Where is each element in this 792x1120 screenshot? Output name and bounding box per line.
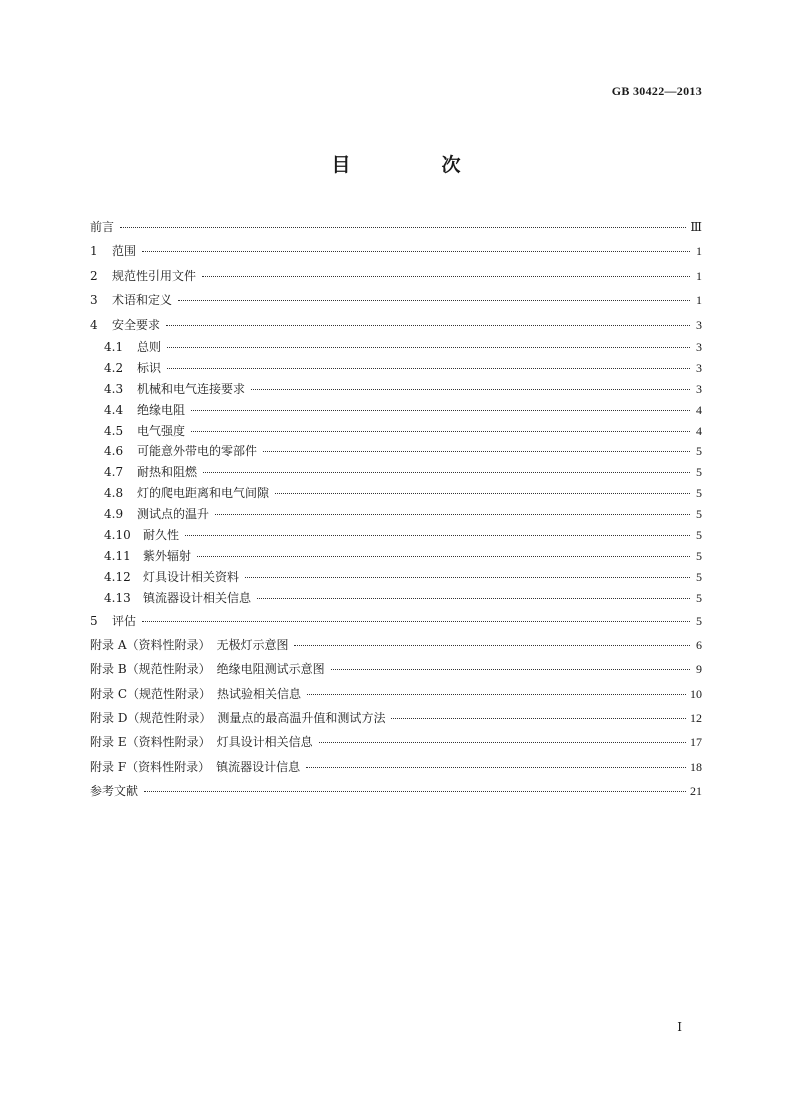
dot-leader — [178, 300, 690, 301]
toc-entry-number: 1 — [90, 244, 98, 259]
table-of-contents — [90, 215, 702, 804]
toc-entry-page: 5 — [696, 507, 702, 522]
dot-leader — [167, 347, 690, 348]
toc-entry-number: 4.10 — [104, 527, 131, 542]
page-title: 目 次 — [331, 154, 497, 176]
toc-entry-page: 5 — [696, 527, 702, 542]
toc-entry-label: 总则 — [137, 339, 162, 354]
toc-entry-page: 5 — [696, 444, 702, 459]
toc-entry-number: 4.13 — [104, 590, 131, 605]
toc-entry[interactable] — [90, 379, 702, 400]
toc-entry-page: 5 — [696, 465, 702, 480]
toc-entry[interactable] — [90, 483, 702, 504]
toc-entry-number: 4.4 — [104, 402, 124, 417]
toc-entry-number: 3 — [90, 293, 98, 308]
standard-code: GB 30422—2013 — [611, 84, 702, 98]
toc-entry-page: 12 — [690, 711, 702, 726]
toc-entry[interactable] — [90, 609, 702, 633]
toc-entry-label: 附录 C（规范性附录） 热试验相关信息 — [90, 686, 301, 701]
toc-entry[interactable] — [90, 313, 702, 337]
toc-entry-page: 6 — [696, 637, 702, 652]
toc-entry[interactable] — [90, 264, 702, 288]
toc-entry-number: 2 — [90, 268, 98, 283]
dot-leader — [203, 472, 690, 473]
toc-entry-page: 17 — [690, 735, 702, 750]
toc-entry[interactable] — [90, 400, 702, 421]
toc-entry-label: 安全要求 — [112, 317, 161, 332]
toc-entry-number: 4 — [90, 317, 98, 332]
toc-entry-page: 3 — [696, 360, 702, 375]
toc-entry-number: 4.6 — [104, 444, 124, 459]
dot-leader — [306, 767, 686, 768]
dot-leader — [294, 645, 690, 646]
toc-entry-label: 附录 F（资料性附录） 镇流器设计信息 — [90, 759, 301, 774]
toc-entry[interactable] — [90, 567, 702, 588]
dot-leader — [275, 493, 690, 494]
toc-entry-number: 4.1 — [104, 339, 124, 354]
toc-entry[interactable] — [90, 657, 702, 681]
toc-entry-label: 附录 A（资料性附录） 无极灯示意图 — [90, 637, 289, 652]
toc-entry-page: 4 — [696, 402, 702, 417]
toc-entry-label: 前言 — [90, 220, 115, 234]
toc-entry[interactable] — [90, 239, 702, 263]
toc-entry-number: 4.12 — [104, 569, 131, 584]
toc-entry-label: 术语和定义 — [112, 293, 173, 308]
toc-entry-number: 4.11 — [104, 548, 131, 563]
toc-entry-label: 标识 — [137, 360, 162, 375]
toc-entry[interactable] — [90, 730, 702, 754]
toc-entry[interactable] — [90, 633, 702, 657]
toc-entry-label: 评估 — [112, 613, 137, 628]
toc-entry-page: 3 — [696, 339, 702, 354]
toc-entry-page: 5 — [696, 569, 702, 584]
toc-entry[interactable] — [90, 421, 702, 442]
toc-entry-label: 附录 B（规范性附录） 绝缘电阻测试示意图 — [90, 662, 325, 677]
dot-leader — [263, 451, 690, 452]
toc-entry-label: 范围 — [112, 244, 137, 259]
dot-leader — [191, 410, 690, 411]
dot-leader — [307, 694, 686, 695]
dot-leader — [202, 276, 690, 277]
toc-entry-label: 规范性引用文件 — [112, 268, 197, 283]
toc-entry-page: 4 — [696, 423, 702, 438]
dot-leader — [331, 669, 690, 670]
toc-entry-page: 5 — [696, 548, 702, 563]
dot-leader — [197, 556, 690, 557]
page-number: Ⅰ — [677, 1020, 682, 1034]
toc-entry-label: 可能意外带电的零部件 — [137, 444, 258, 459]
toc-entry-page: 3 — [696, 381, 702, 396]
toc-entry-page: 1 — [696, 293, 702, 308]
toc-entry[interactable] — [90, 337, 702, 358]
toc-entry[interactable] — [90, 358, 702, 379]
toc-entry-label: 镇流器设计相关信息 — [143, 590, 252, 605]
toc-entry[interactable] — [90, 504, 702, 525]
toc-entry-label: 紫外辐射 — [143, 548, 192, 563]
toc-entry-page: 1 — [696, 268, 702, 283]
toc-entry-page: Ⅲ — [690, 220, 702, 234]
toc-entry[interactable] — [90, 215, 702, 239]
toc-entry-label: 测试点的温升 — [137, 507, 210, 522]
dot-leader — [215, 514, 690, 515]
dot-leader — [391, 718, 686, 719]
toc-entry[interactable] — [90, 755, 702, 779]
toc-entry-label: 附录 E（资料性附录） 灯具设计相关信息 — [90, 735, 313, 750]
toc-entry-number: 4.5 — [104, 423, 124, 438]
toc-entry-number: 4.9 — [104, 507, 124, 522]
toc-entry-page: 5 — [696, 613, 702, 628]
toc-entry[interactable] — [90, 779, 702, 803]
toc-entry[interactable] — [90, 588, 702, 609]
toc-entry-page: 21 — [690, 784, 702, 799]
dot-leader — [142, 621, 690, 622]
toc-entry-page: 5 — [696, 486, 702, 501]
toc-entry-number: 5 — [90, 613, 98, 628]
dot-leader — [257, 598, 690, 599]
toc-entry-label: 灯的爬电距离和电气间隙 — [137, 486, 270, 501]
toc-entry-label: 耐热和阻燃 — [137, 465, 198, 480]
toc-entry-page: 10 — [690, 686, 702, 701]
toc-entry-number: 4.2 — [104, 360, 124, 375]
toc-entry-number: 4.3 — [104, 381, 124, 396]
dot-leader — [191, 431, 690, 432]
toc-entry-label: 机械和电气连接要求 — [137, 381, 246, 396]
dot-leader — [185, 535, 690, 536]
toc-entry-label: 绝缘电阻 — [137, 402, 186, 417]
toc-entry-page: 1 — [696, 244, 702, 259]
toc-entry-number: 4.8 — [104, 486, 124, 501]
toc-entry-label: 耐久性 — [143, 527, 180, 542]
dot-leader — [166, 325, 690, 326]
toc-entry-number: 4.7 — [104, 465, 124, 480]
dot-leader — [120, 227, 686, 228]
toc-entry[interactable] — [90, 288, 702, 312]
toc-entry-page: 9 — [696, 662, 702, 677]
toc-entry-label: 参考文献 — [90, 784, 139, 799]
dot-leader — [245, 577, 690, 578]
dot-leader — [319, 742, 686, 743]
toc-entry[interactable] — [90, 682, 702, 706]
toc-entry-page: 18 — [690, 759, 702, 774]
dot-leader — [251, 389, 690, 390]
toc-entry[interactable] — [90, 462, 702, 483]
toc-entry-label: 电气强度 — [137, 423, 186, 438]
toc-entry-page: 3 — [696, 317, 702, 332]
toc-entry-label: 附录 D（规范性附录） 测量点的最高温升值和测试方法 — [90, 711, 386, 726]
toc-entry[interactable] — [90, 441, 702, 462]
toc-entry[interactable] — [90, 706, 702, 730]
toc-entry[interactable] — [90, 546, 702, 567]
dot-leader — [144, 791, 686, 792]
toc-entry-page: 5 — [696, 590, 702, 605]
toc-entry[interactable] — [90, 525, 702, 546]
dot-leader — [142, 251, 690, 252]
dot-leader — [167, 368, 690, 369]
toc-entry-label: 灯具设计相关资料 — [143, 569, 240, 584]
